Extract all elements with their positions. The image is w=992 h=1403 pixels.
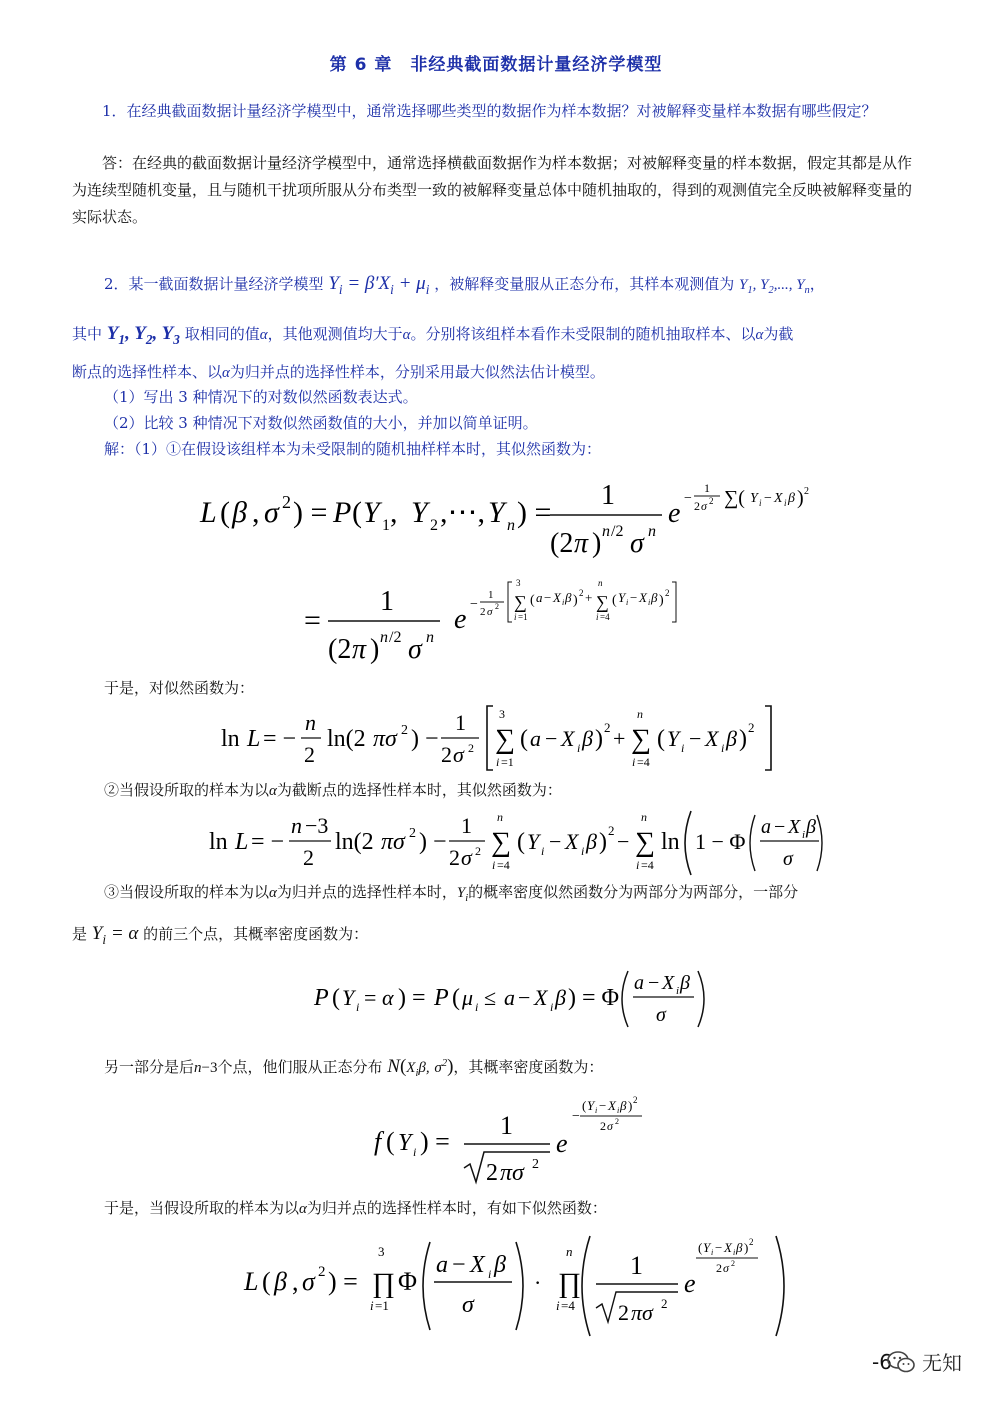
svg-text:μ: μ [462, 985, 474, 1010]
svg-text:Y: Y [667, 726, 680, 751]
svg-text:(: ( [386, 1127, 395, 1156]
svg-text:2: 2 [615, 1117, 619, 1126]
chat-bubble-icon [886, 1349, 916, 1375]
svg-text:P: P [434, 985, 449, 1011]
solution-part-4: ③当假设所取的样本为以α为归并点的选择性样本时，$Y_i$的概率密度似然函数分为两部分为两部分，一部分 [104, 883, 799, 904]
svg-text:πσ: πσ [500, 1160, 524, 1186]
svg-text:n: n [497, 810, 503, 824]
svg-text:i: i [475, 1000, 479, 1014]
svg-text:Y: Y [398, 1130, 412, 1156]
svg-text:β: β [806, 816, 816, 838]
svg-text:f: f [374, 1127, 382, 1156]
svg-text:Y: Y [703, 1240, 711, 1255]
svg-text:2: 2 [282, 492, 291, 512]
svg-text:i: i [759, 498, 762, 508]
svg-text:1: 1 [601, 480, 615, 511]
svg-text:1: 1 [704, 481, 710, 495]
svg-text:i: i [617, 1106, 620, 1115]
normal-density-equation [370, 1090, 670, 1190]
svg-text:(: ( [698, 1240, 703, 1255]
svg-text:i: i [356, 1000, 360, 1014]
svg-text:i: i [711, 1248, 714, 1257]
censored-likelihood-equation [240, 1230, 800, 1340]
svg-text:2: 2 [532, 1157, 539, 1172]
svg-text:2: 2 [633, 1095, 638, 1105]
solution-part-6: 另一部分是后n−3个点，他们服从正态分布 $N(X_i\beta$, $\sigma^2$)，其概率密度函数为： [104, 1056, 604, 1079]
svg-text:Φ: Φ [398, 1267, 418, 1296]
question-2-line-2 [72, 322, 793, 352]
svg-text:i: i [581, 844, 585, 858]
svg-text:i: i [596, 612, 599, 622]
svg-text:i: i [733, 1248, 736, 1257]
svg-text:i: i [370, 1298, 374, 1313]
svg-text:2: 2 [661, 1296, 668, 1311]
svg-text:2: 2 [480, 606, 486, 618]
svg-text:n: n [648, 523, 656, 540]
svg-text:πσ: πσ [631, 1300, 653, 1325]
svg-text:n: n [602, 523, 610, 540]
svg-text:ln(2: ln(2 [327, 726, 366, 752]
model-formula: $Y_i = \beta'X_i + \mu_i$ [328, 273, 430, 297]
svg-text:β: β [565, 590, 572, 605]
q2-text-i: 为归并点的选择性样本，分别采用最大似然法估计模型。 [229, 363, 605, 381]
log-likelihood-equation-2 [205, 805, 825, 885]
svg-text:σ: σ [264, 496, 279, 529]
q2-text-e: ，其他观测值均大于 [267, 325, 403, 343]
svg-text:σ: σ [461, 845, 472, 870]
svg-text:−: − [684, 491, 692, 506]
svg-text:(2: (2 [550, 528, 574, 559]
svg-text:P: P [314, 985, 329, 1011]
alpha-symbol: α [222, 365, 230, 381]
svg-text:+: + [613, 726, 626, 751]
svg-text:P: P [333, 496, 352, 529]
svg-text:): ) [599, 829, 607, 855]
svg-text:∑: ∑ [635, 827, 655, 858]
svg-text:2: 2 [486, 1160, 498, 1186]
svg-text:1: 1 [380, 586, 394, 617]
svg-text:σ: σ [462, 1292, 474, 1318]
svg-text:=: = [364, 985, 377, 1010]
svg-text:(: ( [452, 985, 460, 1011]
svg-text:e: e [668, 498, 681, 529]
svg-text:πσ: πσ [381, 829, 405, 855]
svg-text:L: L [200, 496, 217, 529]
svg-text:) =: ) = [293, 496, 328, 529]
answer-1: 答：在经典的截面数据计量经济学模型中，通常选择横截面数据作为样本数据；对被解释变量的样本数据，假定其都是从作为连续型随机变量，且与随机干扰项所服从分布类型一致的被解释变量总体中随机抽取的，得到的观测值完全反映被解释变量的实际状态。 [72, 154, 913, 226]
svg-text:∑(: ∑( [724, 487, 745, 509]
svg-text:= −: = − [251, 829, 285, 855]
svg-text:i: i [496, 755, 500, 769]
svg-text:n: n [305, 710, 316, 735]
question-2-line-3 [72, 360, 605, 385]
svg-text:a: a [436, 1252, 448, 1278]
svg-text:−: − [545, 726, 558, 751]
svg-text:2: 2 [401, 723, 408, 738]
svg-text:σ: σ [783, 848, 793, 870]
svg-text:=1: =1 [501, 755, 514, 769]
svg-text:2: 2 [804, 486, 809, 497]
svg-text:2: 2 [303, 845, 314, 870]
svg-text:X: X [608, 1098, 616, 1113]
svg-text:2: 2 [716, 1261, 722, 1275]
svg-text:πσ: πσ [373, 726, 397, 752]
svg-text:2: 2 [618, 1300, 629, 1325]
censored-probability-equation [310, 965, 730, 1035]
svg-text:(: ( [582, 1098, 587, 1113]
alpha-symbol: α [299, 1201, 307, 1217]
svg-text:Y: Y [411, 496, 428, 529]
solution-part-3: ②当假设所取的样本为以α为截断点的选择性样本时，其似然函数为： [104, 781, 562, 799]
likelihood-equation-2 [300, 570, 750, 670]
svg-text:a: a [634, 972, 644, 994]
svg-text:=4: =4 [497, 858, 510, 872]
svg-text:): ) [628, 1098, 633, 1113]
svg-text:Y: Y [488, 496, 505, 529]
svg-text:i: i [492, 858, 496, 872]
sub-question-2: （2）比较 3 种情况下对数似然函数值的大小，并加以简单证明。 [104, 414, 538, 432]
svg-text:2: 2 [748, 720, 755, 735]
svg-text:σ: σ [302, 1267, 315, 1296]
svg-text:2: 2 [709, 496, 714, 506]
sample-observations: $Y_1$, $Y_2$,..., $Y_n$ [739, 277, 810, 296]
svg-text:): ) [370, 634, 380, 665]
svg-text:σ: σ [607, 1119, 613, 1133]
svg-text:Y: Y [587, 1098, 595, 1113]
solution-part-7: 于是，当假设所取的样本为以α为归并点的选择性样本时，有如下似然函数： [104, 1199, 607, 1217]
svg-text:β: β [586, 829, 597, 854]
svg-text:+: + [585, 590, 593, 605]
svg-text:) =: ) = [517, 496, 552, 529]
svg-text:L: L [244, 1267, 259, 1296]
svg-text:i: i [721, 741, 725, 755]
svg-text:X: X [724, 1240, 732, 1255]
first-three-observations: $Y_1$, $Y_2$, $Y_3$ [106, 323, 180, 347]
svg-text:−: − [689, 726, 702, 751]
svg-text:−: − [470, 597, 478, 612]
svg-text:σ: σ [723, 1261, 729, 1275]
svg-text:(: ( [657, 726, 665, 752]
alpha-symbol: α [259, 327, 268, 343]
svg-text:=4: =4 [561, 1298, 575, 1313]
svg-text:∑: ∑ [514, 592, 527, 612]
svg-text:(: ( [332, 985, 340, 1011]
q2-text-g: 为截 [763, 325, 794, 343]
svg-text:n: n [507, 517, 515, 534]
svg-text:) −: ) − [411, 726, 439, 752]
svg-text:= −: = − [263, 726, 297, 752]
svg-text:−: − [572, 1109, 580, 1124]
svg-text:i: i [514, 612, 517, 622]
svg-text:2: 2 [604, 720, 611, 735]
svg-text:σ: σ [656, 1004, 666, 1026]
svg-text:i: i [488, 1267, 492, 1281]
svg-text:1 − Φ: 1 − Φ [695, 829, 746, 854]
svg-text:2: 2 [449, 845, 460, 870]
svg-text:X: X [705, 726, 719, 751]
svg-text:i: i [413, 1145, 417, 1159]
svg-text:3: 3 [499, 707, 505, 721]
q2-text-f: 。分别将该组样本看作未受限制的随机抽取样本、以 [410, 325, 756, 343]
svg-text:σ: σ [701, 499, 707, 513]
svg-text:≤: ≤ [484, 985, 497, 1010]
svg-text:) = Φ: ) = Φ [568, 985, 620, 1011]
svg-text:n: n [598, 578, 603, 588]
svg-text:∑: ∑ [491, 827, 511, 858]
svg-text:2: 2 [304, 742, 315, 767]
svg-text:σ: σ [453, 742, 464, 767]
svg-text:i: i [681, 741, 685, 755]
svg-text:∏: ∏ [372, 1268, 396, 1299]
svg-text:2: 2 [318, 1264, 326, 1280]
svg-text:): ) [739, 726, 747, 752]
svg-text:1: 1 [455, 710, 466, 735]
svg-text:a: a [530, 726, 541, 751]
svg-text:β: β [680, 972, 690, 994]
svg-text:−: − [599, 1098, 607, 1113]
svg-text:π: π [574, 528, 589, 559]
question-2-line-1: 2．某一截面数据计量经济学模型 $Y_i = \beta'X_i + \mu_i$ ，被解释变量服从正态分布，其样本观测值为 $Y_1$, $Y_2$,..., $Y_n$， [104, 273, 825, 297]
svg-text:β: β [274, 1267, 287, 1296]
svg-text:,⋯,: ,⋯, [440, 496, 485, 529]
svg-text:(: ( [352, 496, 362, 529]
svg-text:L: L [235, 829, 249, 855]
svg-text:·: · [534, 1270, 542, 1295]
svg-text:(: ( [517, 829, 525, 855]
svg-text:n: n [637, 707, 643, 721]
svg-text:n: n [566, 1244, 573, 1259]
svg-text:X: X [565, 829, 579, 854]
svg-text:ln: ln [209, 829, 228, 855]
svg-text:): ) [659, 593, 664, 608]
svg-text:2: 2 [694, 499, 700, 513]
svg-text:β: β [651, 590, 658, 605]
svg-text:=4: =4 [600, 612, 610, 622]
q2-text-b: ，被解释变量服从正态分布，其样本观测值为 [434, 275, 735, 293]
svg-text:i: i [802, 829, 806, 841]
svg-text:−: − [549, 829, 562, 854]
svg-text:2: 2 [579, 588, 584, 598]
svg-text:2: 2 [475, 844, 481, 858]
svg-text:1: 1 [630, 1251, 643, 1280]
svg-text:i: i [632, 755, 636, 769]
svg-text:−: − [774, 816, 786, 838]
svg-text:Y: Y [527, 829, 540, 854]
svg-text:) =: ) = [328, 1267, 358, 1296]
svg-text:∑: ∑ [596, 592, 609, 612]
svg-text:−: − [518, 985, 531, 1010]
svg-text:β: β [726, 726, 737, 751]
svg-text:π: π [352, 634, 367, 665]
svg-text:(: ( [520, 726, 528, 752]
svg-text:) −: ) − [419, 829, 447, 855]
svg-text:n: n [380, 629, 388, 646]
svg-text:): ) [595, 726, 603, 752]
svg-text:σ: σ [408, 634, 422, 665]
svg-text:a: a [536, 590, 543, 605]
y-i-symbol: $Y_i$ [456, 885, 469, 904]
svg-text:X: X [553, 590, 561, 605]
svg-text:2: 2 [731, 1259, 735, 1268]
svg-text:(: ( [220, 496, 230, 529]
svg-text:) =: ) = [420, 1127, 450, 1156]
svg-text:i: i [784, 498, 787, 508]
likelihood-equation-1 [190, 470, 840, 570]
svg-text:): ) [744, 1240, 749, 1255]
svg-text:2: 2 [608, 823, 615, 838]
page-number: -6 [872, 1350, 892, 1374]
svg-text:X: X [534, 985, 548, 1010]
svg-text:i: i [626, 598, 629, 607]
svg-text:ln: ln [221, 726, 240, 752]
svg-text:α: α [382, 985, 394, 1010]
solution-part-2: 于是，对似然函数为： [104, 679, 255, 697]
svg-text:2: 2 [468, 741, 474, 755]
svg-text:n: n [426, 629, 434, 646]
svg-text:=4: =4 [637, 755, 650, 769]
svg-text:X: X [639, 590, 647, 605]
log-likelihood-equation-1 [215, 700, 785, 780]
svg-text:∑: ∑ [631, 724, 651, 755]
svg-text:β: β [736, 1240, 743, 1255]
q2-text-c: 其中 [72, 325, 103, 343]
svg-text:e: e [454, 604, 467, 635]
svg-text:=: = [304, 604, 321, 637]
svg-text:X: X [470, 1252, 485, 1278]
svg-text:(: ( [530, 593, 535, 608]
svg-text:i: i [562, 598, 565, 607]
svg-text:n: n [291, 813, 302, 838]
svg-text:i: i [577, 741, 581, 755]
svg-text:Y: Y [342, 985, 355, 1010]
svg-text:−: − [544, 590, 552, 605]
svg-text:3: 3 [378, 1244, 385, 1259]
alpha-symbol: α [402, 327, 411, 343]
svg-text:/2: /2 [611, 523, 624, 540]
normal-distribution: N [387, 1056, 400, 1077]
svg-text:β: β [555, 985, 566, 1010]
svg-text:=1: =1 [518, 612, 528, 622]
alpha-symbol: α [269, 783, 277, 799]
svg-text:−3: −3 [305, 813, 329, 838]
svg-text:X: X [662, 972, 675, 994]
svg-text:1: 1 [382, 517, 390, 534]
svg-text:i: i [556, 1298, 560, 1313]
svg-text:X: X [561, 726, 575, 751]
svg-text:∑: ∑ [495, 724, 515, 755]
svg-text:2: 2 [409, 826, 416, 841]
svg-text:β: β [788, 491, 795, 506]
svg-text:a: a [504, 985, 515, 1010]
svg-text:ln: ln [661, 829, 680, 855]
svg-text:Y: Y [750, 491, 758, 506]
svg-text:): ) [592, 528, 602, 559]
svg-text:2: 2 [441, 742, 452, 767]
q2-text-h: 断点的选择性样本、以 [72, 363, 223, 381]
svg-text:Y: Y [618, 590, 626, 605]
svg-text:Y: Y [363, 496, 380, 529]
svg-text:i: i [550, 1000, 554, 1014]
alpha-symbol: α [269, 885, 277, 901]
svg-text:i: i [636, 858, 640, 872]
svg-text:X: X [788, 816, 801, 838]
svg-text:e: e [556, 1129, 568, 1158]
svg-text:2: 2 [665, 588, 670, 598]
svg-text:1: 1 [488, 589, 494, 601]
svg-text:2: 2 [749, 1237, 754, 1247]
svg-text:3: 3 [516, 578, 521, 588]
svg-text:,: , [390, 496, 398, 529]
svg-text:ln(2: ln(2 [335, 829, 374, 855]
svg-text:β: β [232, 496, 247, 529]
svg-text:X: X [774, 491, 783, 506]
svg-text:=1: =1 [375, 1298, 389, 1313]
svg-text:−: − [630, 590, 638, 605]
svg-text:=4: =4 [641, 858, 654, 872]
svg-text:∏: ∏ [558, 1268, 582, 1299]
question-1: 1．在经典截面数据计量经济学模型中，通常选择哪些类型的数据作为样本数据？对被解释变量样本数据有哪些假定？ [102, 102, 877, 120]
chapter-title: 第 6 章 非经典截面数据计量经济学模型 [329, 55, 663, 75]
svg-text:n: n [641, 810, 647, 824]
svg-text:−: − [617, 829, 630, 854]
watermark [886, 1347, 962, 1376]
svg-text:) =: ) = [398, 985, 426, 1011]
svg-text:): ) [797, 487, 804, 509]
solution-part-1: 解：（1）①在假设该组样本为未受限制的随机抽样样本时，其似然函数为： [104, 440, 602, 458]
svg-text:(: ( [612, 593, 617, 608]
svg-text:,: , [252, 496, 260, 529]
n-minus-3: n [194, 1060, 202, 1076]
svg-text:−: − [452, 1252, 466, 1278]
svg-text:a: a [761, 816, 771, 838]
svg-text:−: − [764, 491, 772, 506]
watermark-text: 无知 [922, 1351, 962, 1375]
svg-text:(2: (2 [328, 634, 352, 665]
svg-text:1: 1 [500, 1111, 513, 1140]
svg-text:i: i [541, 844, 545, 858]
svg-text:L: L [247, 726, 261, 752]
svg-text:−: − [715, 1240, 723, 1255]
svg-text:i: i [648, 598, 651, 607]
svg-text:β: β [494, 1252, 506, 1278]
svg-text:σ: σ [630, 528, 644, 559]
svg-text:1: 1 [461, 813, 472, 838]
censoring-condition: $Y_i = \alpha$ [91, 923, 139, 947]
svg-text:σ: σ [487, 606, 493, 618]
alpha-symbol: α [755, 327, 764, 343]
svg-text:2: 2 [430, 517, 438, 534]
svg-text:(: ( [262, 1267, 271, 1296]
solution-part-5: 是 $Y_i = \alpha$ 的前三个点，其概率密度函数为： [72, 923, 369, 947]
svg-text:,: , [292, 1267, 299, 1296]
svg-text:i: i [676, 985, 680, 997]
q2-text-d: 取相同的值 [184, 325, 260, 343]
svg-text:e: e [684, 1269, 696, 1298]
svg-text:2: 2 [495, 602, 499, 611]
svg-text:β: β [582, 726, 593, 751]
svg-text:−: − [648, 972, 660, 994]
svg-text:/2: /2 [389, 629, 402, 646]
sub-question-1: （1）写出 3 种情况下的对数似然函数表达式。 [104, 388, 418, 406]
svg-text:i: i [595, 1106, 598, 1115]
svg-text:2: 2 [600, 1119, 606, 1133]
svg-text:β: β [620, 1098, 627, 1113]
q2-text-a: 2．某一截面数据计量经济学模型 [104, 275, 324, 293]
svg-text:): ) [573, 593, 578, 608]
